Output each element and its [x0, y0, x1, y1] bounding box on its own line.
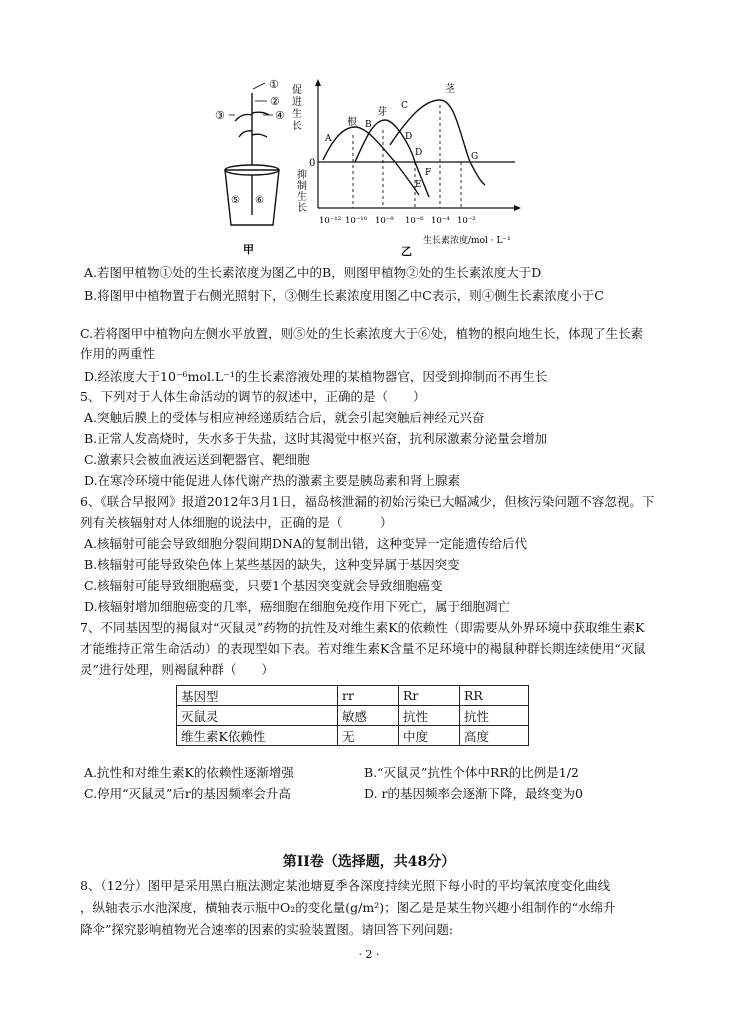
figure-svg: [215, 75, 535, 257]
point-g: G: [471, 152, 479, 162]
marker-3: ③: [215, 109, 225, 122]
table-cell: 中度: [399, 726, 460, 746]
point-c: C: [401, 101, 408, 111]
y-axis-arrow: [315, 79, 321, 86]
y-bottom-label-4: 长: [297, 203, 307, 214]
section-title: 第II卷（选择题，共48分）: [282, 854, 456, 870]
marker-1: ①: [269, 78, 279, 91]
q6-option-b: B.核辐射可能导致染色体上某些基因的缺失，这种变异属于基因突变: [84, 557, 460, 572]
zero-label: 0: [309, 158, 316, 169]
q7-option-a: A.抗性和对维生素K的依赖性逐渐增强: [84, 765, 294, 780]
y-top-label-1: 促: [292, 85, 302, 96]
marker-line-1: [253, 83, 265, 89]
q5-option-b: B.正常人发高烧时，失水多于失盐，这时其渴觉中枢兴奋，抗利尿激素分泌量会增加: [84, 431, 548, 446]
table-cell: 基因型: [177, 686, 338, 706]
curve-bud-label: 芽: [377, 107, 387, 118]
q4-option-c-line1: C.若将图甲中植物向左侧水平放置，则⑤处的生长素浓度大于⑥处，植物的根向地生长，体现了生长素: [80, 326, 644, 341]
x-tick-4: 10⁻⁶: [405, 216, 424, 226]
x-axis-label: 生长素浓度/mol · L⁻¹: [423, 236, 511, 246]
q6-stem-line2: 列有关核辐射对人体细胞的说法中，正确的是（ ）: [80, 515, 393, 530]
table-cell: Rr: [399, 686, 460, 706]
point-a: A: [325, 134, 332, 144]
q7-option-d: D. r的基因频率会逐渐下降，最终变为0: [364, 786, 583, 801]
y-top-label-4: 长: [292, 121, 302, 132]
q6-option-d: D.核辐射增加细胞癌变的几率，癌细胞在细胞免疫作用下死亡，属于细胞凋亡: [84, 599, 511, 614]
label-jia: 甲: [243, 243, 254, 256]
q8-line3: 降伞”探究影响植物光合速率的因素的实验装置图。请回答下列问题:: [80, 922, 454, 937]
table-cell: 抗性: [460, 706, 529, 726]
y-bottom-label-1: 抑: [297, 170, 307, 181]
marker-6: ⑥: [255, 195, 264, 206]
marker-4: ④: [275, 109, 285, 122]
q5-stem: 5、下列对于人体生命活动的调节的叙述中，正确的是（ ）: [80, 389, 426, 404]
q4-option-d: D.经浓度大于10⁻⁶mol.L⁻¹的生长素溶液处理的某植物器官，因受到抑制而不再生长: [84, 369, 548, 384]
q7-option-b: B.“灭鼠灵”抗性个体中RR的比例是1/2: [364, 765, 579, 780]
table-cell: 抗性: [399, 706, 460, 726]
y-top-label-3: 生: [292, 109, 302, 120]
y-bottom-label-3: 生: [297, 192, 307, 203]
plant-leaf-right: [252, 112, 269, 115]
label-yi: 乙: [401, 245, 412, 257]
table-row: [177, 686, 529, 706]
graph: [292, 79, 521, 257]
table-cell: 敏感: [338, 706, 399, 726]
q4-option-c-line2: 作用的两重性: [80, 346, 156, 361]
x-tick-3: 10⁻⁸: [375, 216, 394, 226]
page-number: · 2 ·: [358, 948, 380, 961]
x-tick-2: 10⁻¹⁰: [345, 216, 368, 226]
y-top-label-2: 进: [292, 97, 302, 108]
plant-leaf-left: [235, 114, 252, 121]
q5-option-d: D.在寒冷环境中能促进人体代谢产热的激素主要是胰岛素和肾上腺素: [84, 473, 461, 488]
table-cell: rr: [338, 686, 399, 706]
q7-stem-line2: 才能维持正常生命活动）的表现型如下表。若对维生素K含量不足环境中的褐鼠种群长期连续使用“灭鼠: [80, 641, 646, 656]
q5-option-a: A.突触后膜上的受体与相应神经递质结合后，就会引起突触后神经元兴奋: [84, 410, 485, 425]
figure-plant-auxin: [215, 75, 535, 257]
point-b: B: [365, 120, 372, 130]
curve-root-label: 根: [347, 117, 357, 128]
plant-leaf-left-2: [239, 131, 252, 137]
q8-line1: 8、（12分）图甲是采用黑白瓶法测定某池塘夏季各深度持续光照下每小时的平均氧浓度变化曲线: [80, 878, 611, 893]
x-tick-1: 10⁻¹²: [319, 216, 342, 226]
marker-2: ②: [270, 95, 280, 108]
q7-stem-line1: 7、不同基因型的褐鼠对“灭鼠灵”药物的抗性及对维生素K的依赖性（即需要从外界环境中获取维生素K: [80, 620, 645, 635]
point-e: E: [415, 180, 422, 190]
genotype-table: [176, 685, 529, 746]
q8-line2: ，纵轴表示水池深度，横轴表示瓶中O₂的变化量(g/m²)；图乙是是某生物兴趣小组制作的“水绵升: [80, 900, 616, 915]
table-cell: 维生素K依赖性: [177, 726, 338, 746]
point-d-upper: D: [405, 132, 413, 142]
table-cell: 灭鼠灵: [177, 706, 338, 726]
x-tick-5: 10⁻⁴: [431, 216, 450, 226]
curve-stem: [390, 100, 485, 185]
x-tick-6: 10⁻²: [457, 216, 476, 226]
q7-option-c: C.停用“灭鼠灵”后r的基因频率会升高: [84, 786, 291, 801]
table-cell: 高度: [460, 726, 529, 746]
q5-option-c: C.激素只会被血液运送到靶器官、靶细胞: [84, 452, 310, 467]
table-row: [177, 706, 529, 726]
table-cell: RR: [460, 686, 529, 706]
point-d: D: [415, 148, 423, 158]
q7-stem-line3: 灵”进行处理，则褐鼠种群（ ）: [80, 662, 274, 677]
q6-stem-line1: 6、《联合早报网》报道2012年3月1日，福岛核泄漏的初始污染已大幅减少，但核污染问题不容忽视。下: [80, 494, 655, 509]
y-bottom-label-2: 制: [297, 181, 307, 192]
q6-option-c: C.核辐射可能导致细胞癌变，只要1个基因突变就会导致细胞癌变: [84, 578, 443, 593]
x-axis-arrow: [514, 205, 521, 211]
q4-option-b: B.将图甲中植物置于右侧光照射下，③侧生长素浓度用图乙中C表示，则④侧生长素浓度小于C: [84, 288, 604, 303]
table-cell: 无: [338, 726, 399, 746]
q4-option-a: A.若图甲植物①处的生长素浓度为图乙中的B，则图甲植物②处的生长素浓度大于D: [84, 265, 542, 280]
plant-leaf-right-2: [252, 134, 267, 137]
q6-option-a: A.核辐射可能会导致细胞分裂间期DNA的复制出错，这种变异一定能遗传给后代: [84, 536, 527, 551]
marker-5: ⑤: [231, 195, 240, 206]
table-row: [177, 726, 529, 746]
point-f: F: [425, 168, 432, 178]
curve-stem-label: 茎: [445, 84, 455, 95]
